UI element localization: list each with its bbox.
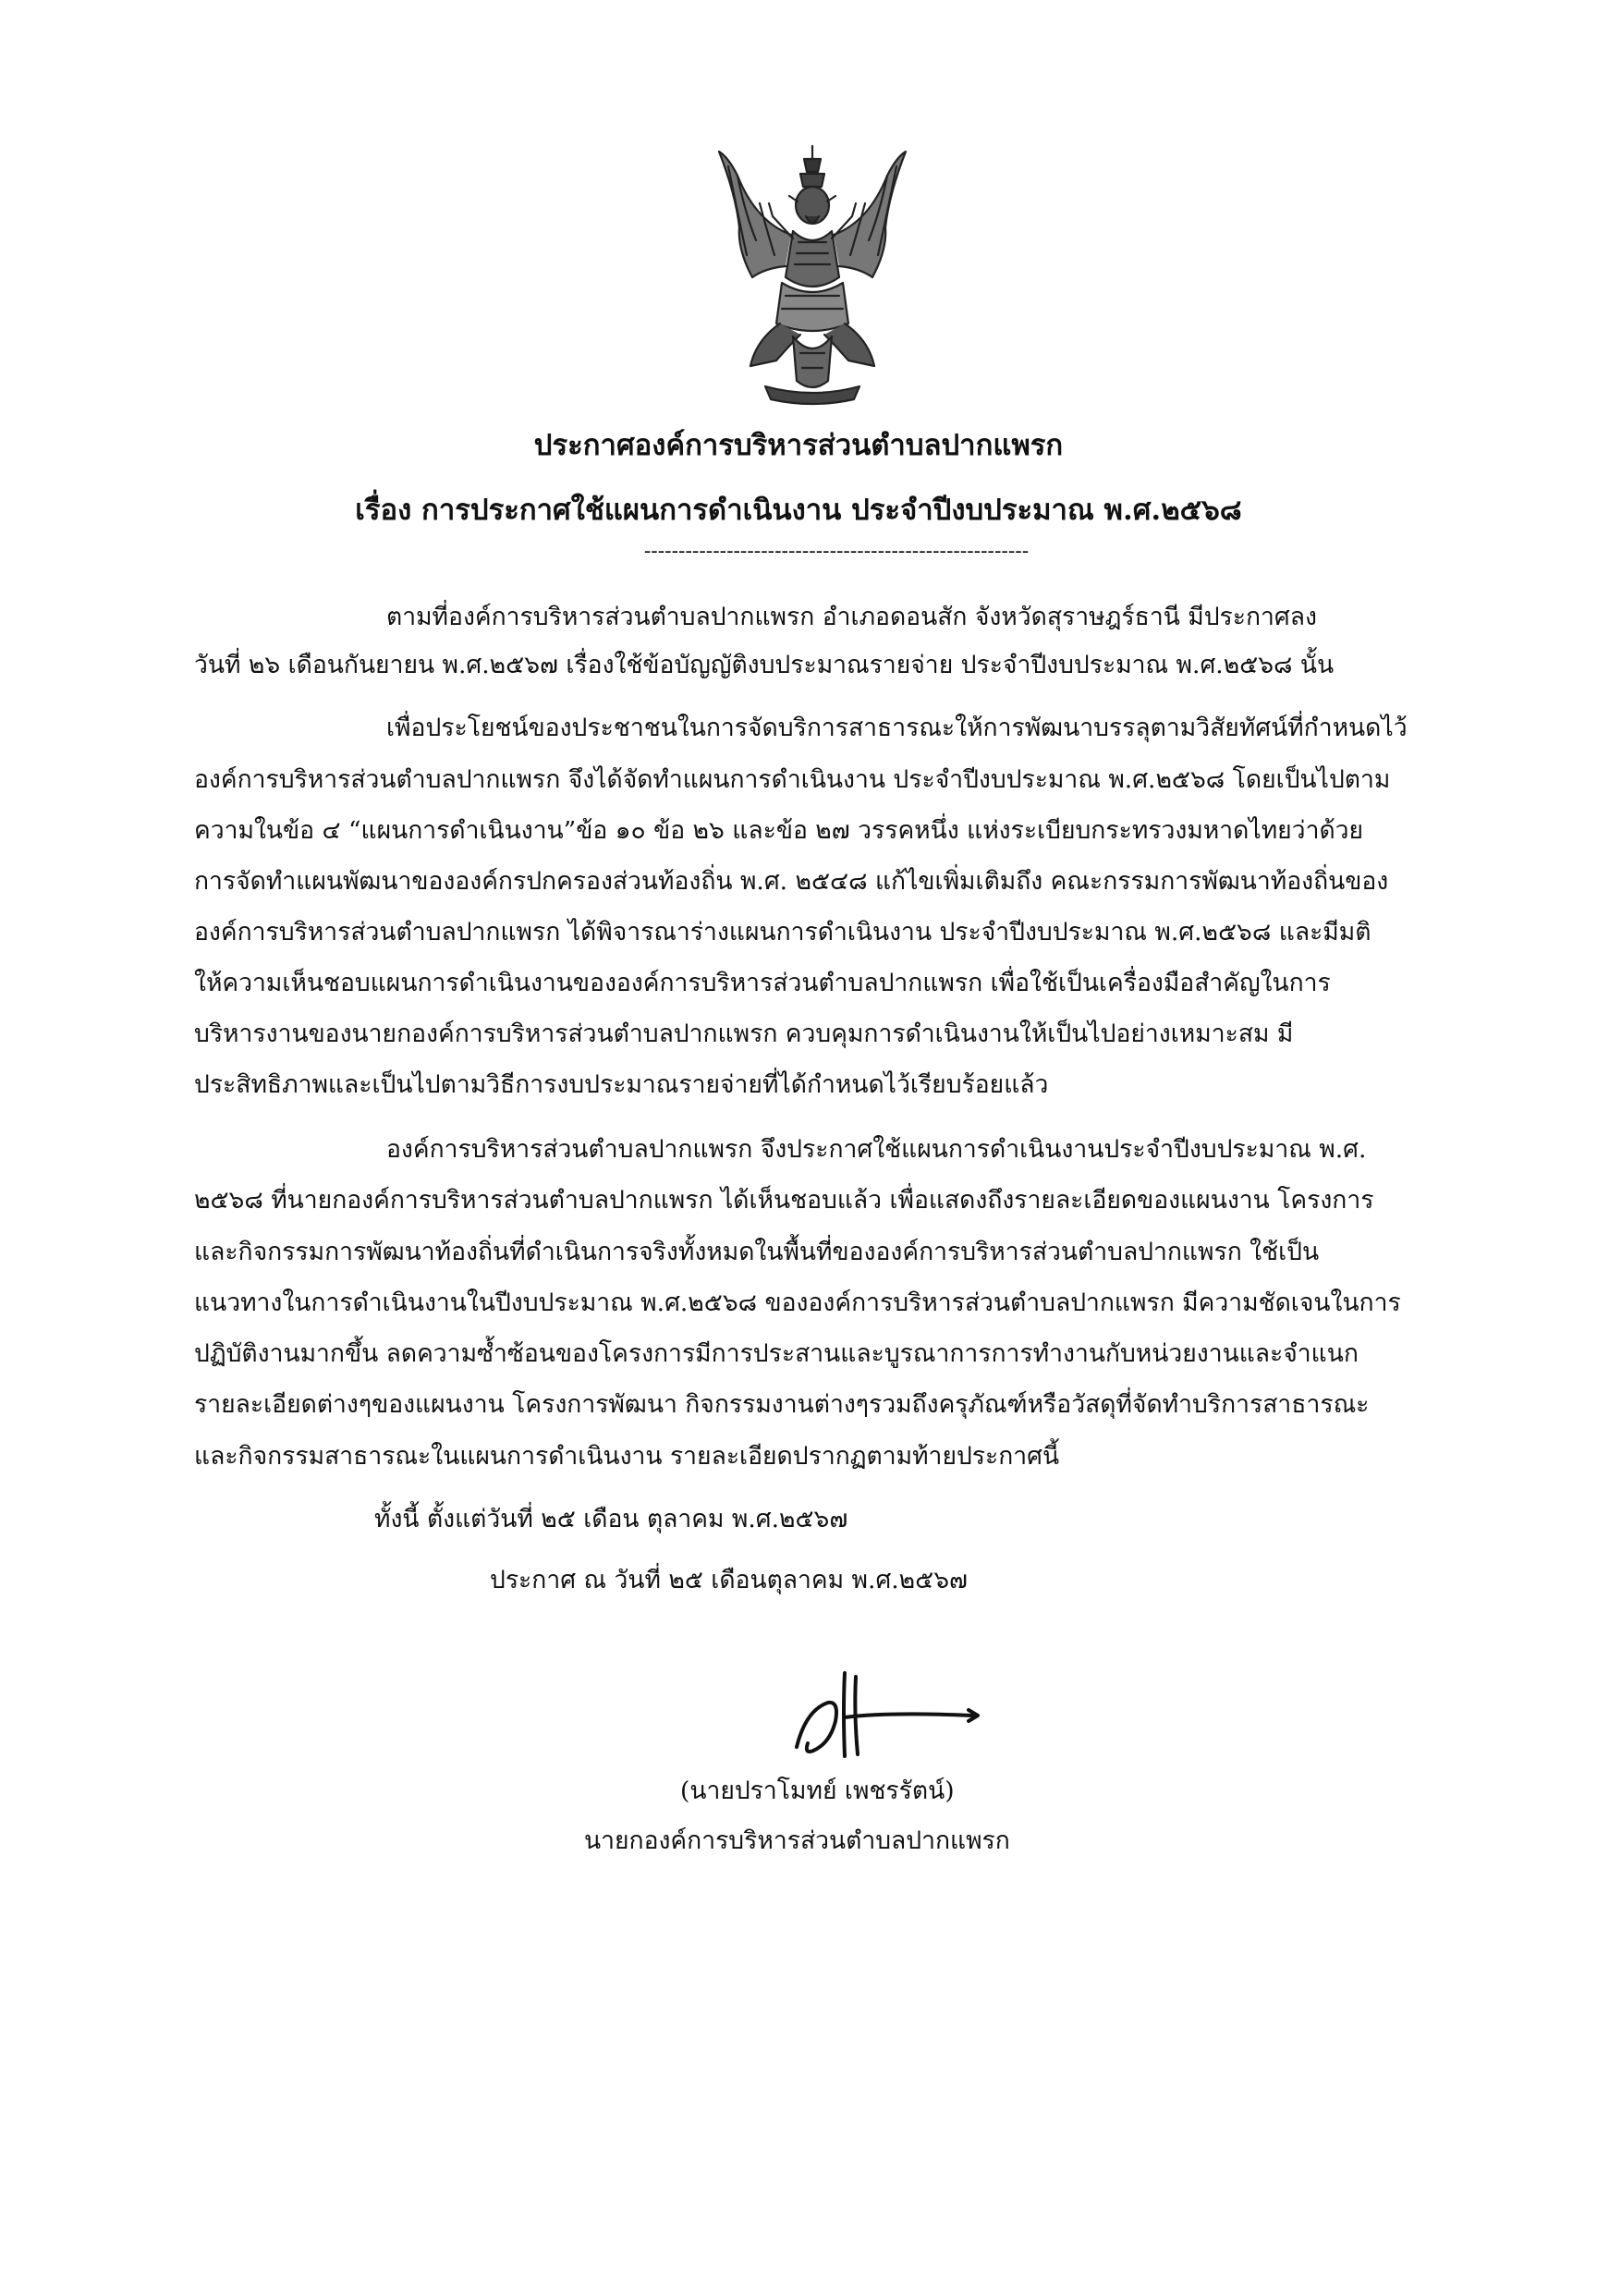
paragraph-3-line-7: และกิจกรรมสาธารณะในแผนการดำเนินงาน รายละเอียดปรากฏตามท้ายประกาศนี้ <box>194 1442 1060 1471</box>
paragraph-2-line-2: องค์การบริหารส่วนตำบลปากแพรก จึงได้จัดทำแผนการดำเนินงาน ประจำปีงบประมาณ พ.ศ.๒๕๖๘ โดยเป็นไปตาม <box>194 765 1391 794</box>
paragraph-2-line-7: บริหารงานของนายกองค์การบริหารส่วนตำบลปากแพรก ควบคุมการดำเนินงานให้เป็นไปอย่างเหมาะสม มี <box>194 1020 1294 1048</box>
paragraph-3-line-6: รายละเอียดต่างๆของแผนงาน โครงการพัฒนา กิจกรรมงานต่างๆรวมถึงครุภัณฑ์หรือวัสดุที่จัดทำบริการสาธารณะ <box>194 1390 1370 1419</box>
paragraph-1-line-1: ตามที่องค์การบริหารส่วนตำบลปากแพรก อำเภอดอนสัก จังหวัดสุราษฎร์ธานี มีประกาศลง <box>386 603 1317 631</box>
paragraph-2-line-5: องค์การบริหารส่วนตำบลปากแพรก ได้พิจารณาร่างแผนการดำเนินงาน ประจำปีงบประมาณ พ.ศ.๒๕๖๘ และมีมติ <box>194 918 1371 946</box>
signatory-name: (นายปราโมทย์ เพชรรัตน์) <box>680 1777 955 1805</box>
paragraph-2-line-3: ความในข้อ ๔ “แผนการดำเนินงาน”ข้อ ๑๐ ข้อ ๒๖ และข้อ ๒๗ วรรคหนึ่ง แห่งระเบียบกระทรวงมหาดไทยว่าด้วย <box>194 816 1364 845</box>
paragraph-3-line-4: แนวทางในการดำเนินงานในปีงบประมาณ พ.ศ.๒๕๖๘ ขององค์การบริหารส่วนตำบลปากแพรก มีความชัดเจนในการ <box>194 1288 1401 1317</box>
paragraph-2-line-1: เพื่อประโยชน์ของประชาชนในการจัดบริการสาธารณะให้การพัฒนาบรรลุตามวิสัยทัศน์ที่กำหนดไว้ <box>386 714 1408 742</box>
paragraph-1-line-2: วันที่ ๒๖ เดือนกันยายน พ.ศ.๒๕๖๗ เรื่องใช้ข้อบัญญัติงบประมาณรายจ่าย ประจำปีงบประมาณ พ.ศ.๒๕๖๘ นั้น <box>194 651 1335 679</box>
effective-date: ทั้งนี้ ตั้งแต่วันที่ ๒๕ เดือน ตุลาคม พ.ศ.๒๕๖๗ <box>374 1505 848 1533</box>
paragraph-2-line-8: ประสิทธิภาพและเป็นไปตามวิธีการงบประมาณรายจ่ายที่ได้กำหนดไว้เรียบร้อยแล้ว <box>194 1070 1049 1099</box>
paragraph-2-line-6: ให้ความเห็นชอบแผนการดำเนินงานขององค์การบริหารส่วนตำบลปากแพรก เพื่อใช้เป็นเครื่องมือสำคัญในการ <box>194 969 1331 997</box>
signatory-position: นายกองค์การบริหารส่วนตำบลปากแพรก <box>584 1826 1010 1855</box>
signature-image <box>787 1655 991 1765</box>
document-title: ประกาศองค์การบริหารส่วนตำบลปากแพรก <box>533 429 1064 462</box>
paragraph-3-line-1: องค์การบริหารส่วนตำบลปากแพรก จึงประกาศใช้แผนการดำเนินงานประจำปีงบประมาณ พ.ศ. <box>386 1135 1367 1164</box>
paragraph-3-line-5: ปฏิบัติงานมากขึ้น ลดความซ้ำซ้อนของโครงการมีการประสานและบูรณาการการทำงานกับหน่วยงานและจำแนก <box>194 1339 1359 1368</box>
document-subject: เรื่อง การประกาศใช้แผนการดำเนินงาน ประจำปีงบประมาณ พ.ศ.๒๕๖๘ <box>355 494 1242 527</box>
announcement-date: ประกาศ ณ วันที่ ๒๕ เดือนตุลาคม พ.ศ.๒๕๖๗ <box>490 1566 968 1594</box>
title-divider: -------------------------------------------------------- <box>643 540 1030 563</box>
garuda-emblem-icon <box>701 139 924 407</box>
paragraph-3-line-2: ๒๕๖๘ ที่นายกองค์การบริหารส่วนตำบลปากแพรก ได้เห็นชอบแล้ว เพื่อแสดงถึงรายละเอียดของแผนงาน โครงการ <box>194 1186 1374 1215</box>
paragraph-2-line-4: การจัดทำแผนพัฒนาขององค์กรปกครองส่วนท้องถิ่น พ.ศ. ๒๕๔๘ แก้ไขเพิ่มเติมถึง คณะกรรมการพัฒนาท้องถิ่นของ <box>194 867 1389 896</box>
paragraph-3-line-3: และกิจกรรมการพัฒนาท้องถิ่นที่ดำเนินการจริงทั้งหมดในพื้นที่ขององค์การบริหารส่วนตำบลปากแพรก ใช้เป็น <box>194 1238 1320 1266</box>
